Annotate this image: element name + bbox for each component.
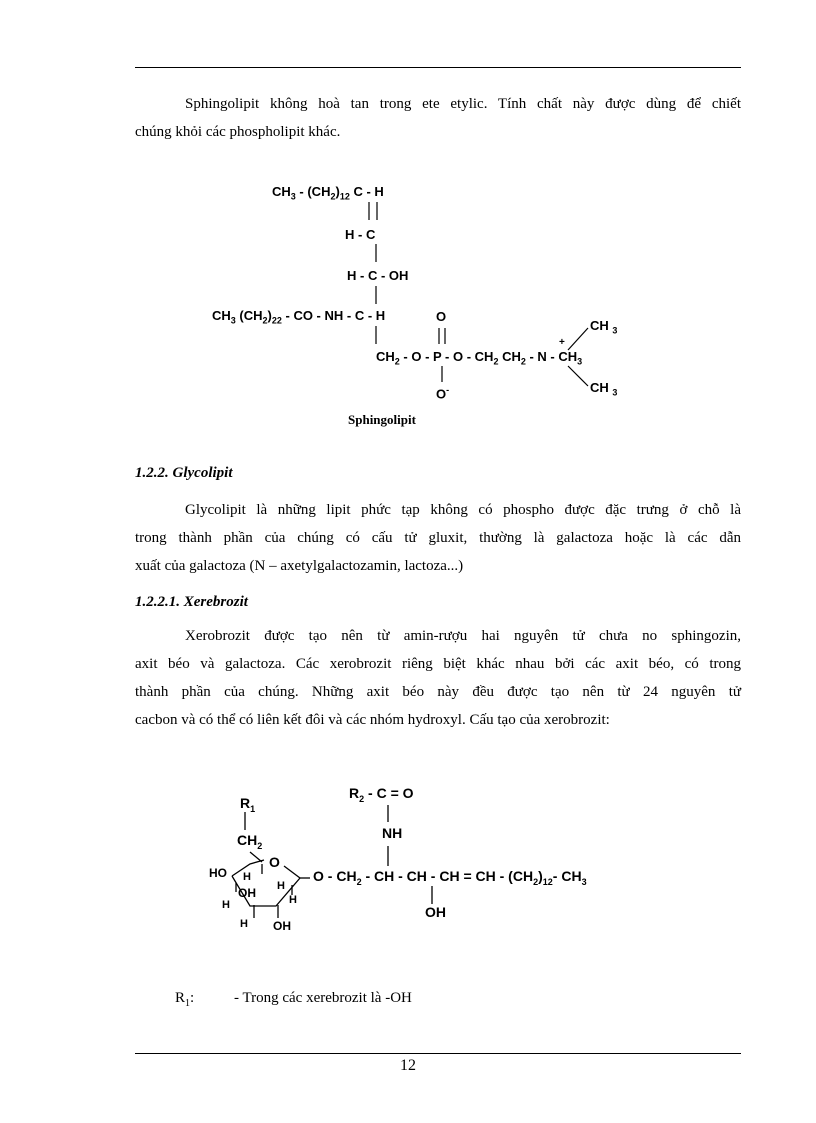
sphingolipit-row-5: $CH_2$ - O - P - O - $CH_2$ $CH_2$ - N - $CH_3$ (376, 349, 583, 367)
glycolipit-line-2: trong thành phần của chúng có cấu tử gluxit, thường là galactoza hoặc là các dẫn (135, 530, 741, 546)
phosphate-oxygen-top: O (436, 309, 447, 324)
intro-line-2: chúng khỏi các phospholipit khác. (135, 124, 341, 140)
xerebrozit-line-4: cacbon và có thể có liên kết đôi và các nhóm hydroxyl. Cấu tạo của xerobrozit: (135, 712, 610, 728)
xerebrozit-line-3: thành phần của chúng. Những axit béo này đều được tạo nên từ 24 nguyên tử (135, 684, 741, 700)
r1-note-label: $R_1$: (175, 990, 195, 1009)
sphingolipit-row-4: $CH_3$ $(CH_2)_{22}$ - CO - NH - C - H (212, 308, 386, 326)
amide-nh: NH (382, 825, 403, 841)
sphingolipit-row-2: H - C (345, 227, 376, 242)
glycolipit-line-1: Glycolipit là những lipit phức tạp không có phospho được đặc trưng ở chỗ là (185, 502, 741, 518)
sphingosine-chain: O - $CH_2$ - CH - CH - CH = CH - $(CH_2)_{12}-$ $CH_3$ (313, 868, 587, 887)
ring-oxygen: O (269, 854, 280, 870)
ammonium-charge: + (559, 337, 565, 348)
acyl-group: $R_2 - C = O$ (349, 785, 414, 804)
ring-oh-bottom: OH (273, 919, 291, 933)
ring-ho: HO (209, 866, 227, 880)
ring-h-2: H (277, 880, 285, 892)
glycolipit-line-3: xuất của galactoza (N – axetylgalactozamin, lactoza...) (135, 558, 464, 574)
ring-h-3: H (222, 899, 230, 911)
xerebrozit-line-2: axit béo và galactoza. Các xerobrozit riêng biệt khác nhau bởi các axit béo, có trong (135, 656, 741, 672)
footer-rule (135, 1053, 741, 1054)
ring-h-4: H (289, 894, 297, 906)
sphingolipit-row-1: $CH_3 - (CH_2)_{12}$ C - H (272, 184, 384, 202)
methyl-bottom: CH $_3$ (590, 380, 618, 398)
xerebrozit-heading: 1.2.2.1. Xerebrozit (135, 594, 248, 610)
methyl-top: CH $_3$ (590, 318, 618, 336)
r1-note-text: - Trong các xerebrozit là -OH (234, 990, 412, 1006)
ring-h-1: H (243, 871, 251, 883)
intro-line-1: Sphingolipit không hoà tan trong ete etylic. Tính chất này được dùng để chiết (185, 96, 741, 112)
page-number: 12 (400, 1057, 416, 1074)
sphingolipit-caption: Sphingolipit (348, 412, 416, 427)
glycolipit-heading: 1.2.2. Glycolipit (135, 465, 233, 481)
xerebrozit-line-1: Xerobrozit được tạo nên từ amin-rượu hai nguyên tử chưa no sphingozin, (185, 628, 741, 644)
r1-substituent: $R_1$ (240, 795, 256, 814)
ring-oh-inner: OH (238, 886, 256, 900)
ring-h-5: H (240, 918, 248, 930)
phosphate-oxygen-bottom: O- (436, 385, 450, 402)
ring-ch2: $CH_2$ (237, 832, 263, 851)
sphingolipit-row-3: H - C - OH (347, 268, 409, 283)
chain-oh: OH (425, 904, 446, 920)
